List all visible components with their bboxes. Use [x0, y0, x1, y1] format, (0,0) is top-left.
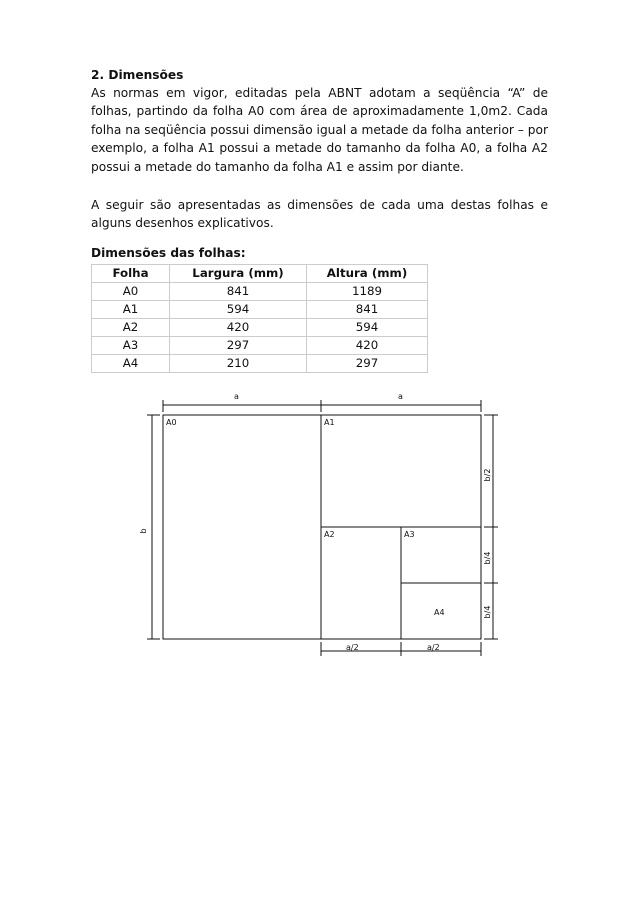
- right-dimension: [484, 415, 498, 639]
- cell-height: 1189: [307, 283, 428, 301]
- cell-height: 420: [307, 337, 428, 355]
- label-a4: A4: [434, 608, 445, 617]
- cell-sheet: A0: [92, 283, 170, 301]
- left-dimension: [147, 415, 160, 639]
- section-heading: 2. Dimensões: [91, 68, 184, 82]
- dim-label-right-lower: b/4: [483, 605, 492, 619]
- dim-label-bottom-left: a/2: [346, 643, 359, 652]
- label-a1: A1: [324, 418, 335, 427]
- dim-label-left: b: [139, 528, 148, 534]
- label-a3: A3: [404, 530, 415, 539]
- explanation-paragraph: A seguir são apresentadas as dimensões de cada uma destas folhas e alguns desenhos explicativos.: [91, 198, 548, 231]
- top-dimension: [163, 400, 481, 412]
- label-a0: A0: [166, 418, 177, 427]
- cell-height: 841: [307, 301, 428, 319]
- intro-paragraph: As normas em vigor, editadas pela ABNT adotam a seqüência “A” de folhas, partindo da folha A0 com área de aproximadamente 1,0m2. Cada folha na seqüência possui dimensão igual a metade da folha anterior – por exemplo, a folha A1 possui a metade do tamanho da folha A0, a folha A2 possui a metade do tamanho da folha A1 e assim por diante.: [91, 86, 548, 174]
- cell-height: 594: [307, 319, 428, 337]
- dim-label-bottom-right: a/2: [427, 643, 440, 652]
- table-title: Dimensões das folhas:: [91, 246, 246, 260]
- cell-width: 841: [170, 283, 307, 301]
- bottom-dimension: [321, 642, 481, 656]
- dim-label-top-left: a: [234, 392, 239, 401]
- cell-width: 594: [170, 301, 307, 319]
- column-header-folha: Folha: [92, 265, 170, 283]
- dim-label-right-middle: b/4: [483, 551, 492, 565]
- dim-label-top-right: a: [398, 392, 403, 401]
- cell-sheet: A2: [92, 319, 170, 337]
- dim-label-right-upper: b/2: [483, 468, 492, 482]
- column-header-altura: Altura (mm): [307, 265, 428, 283]
- cell-width: 210: [170, 355, 307, 373]
- cell-width: 420: [170, 319, 307, 337]
- column-header-largura: Largura (mm): [170, 265, 307, 283]
- cell-sheet: A4: [92, 355, 170, 373]
- label-a2: A2: [324, 530, 335, 539]
- cell-height: 297: [307, 355, 428, 373]
- cell-width: 297: [170, 337, 307, 355]
- cell-sheet: A1: [92, 301, 170, 319]
- cell-sheet: A3: [92, 337, 170, 355]
